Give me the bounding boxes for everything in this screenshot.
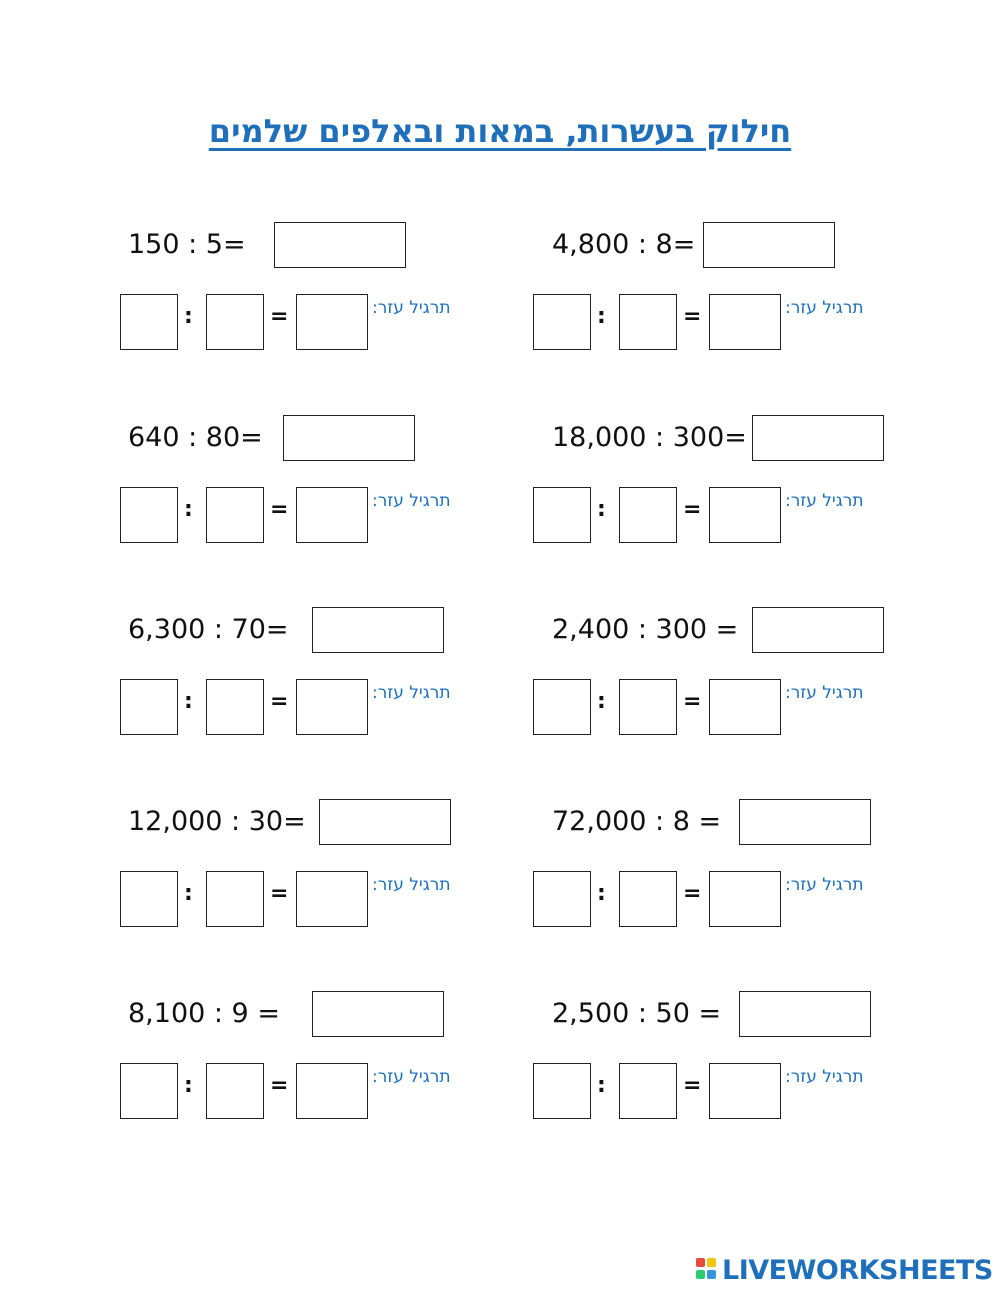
divide-sign: : xyxy=(597,1073,606,1098)
answer-box[interactable] xyxy=(312,991,444,1037)
helper-dividend-input[interactable] xyxy=(121,488,181,544)
exercise-block xyxy=(533,605,953,745)
helper-result-box[interactable] xyxy=(709,487,781,543)
helper-dividend-input[interactable] xyxy=(121,872,181,928)
equals-sign: = xyxy=(270,881,289,906)
helper-result-input[interactable] xyxy=(297,295,371,351)
exercise-block xyxy=(120,220,540,360)
answer-box[interactable] xyxy=(739,799,871,845)
equals-sign: = xyxy=(270,497,289,522)
answer-input[interactable] xyxy=(740,992,874,1038)
helper-dividend-input[interactable] xyxy=(121,1064,181,1120)
helper-divisor-input[interactable] xyxy=(207,680,267,736)
helper-divisor-input[interactable] xyxy=(620,1064,680,1120)
answer-input[interactable] xyxy=(313,992,447,1038)
helper-result-box[interactable] xyxy=(296,1063,368,1119)
divide-sign: : xyxy=(184,689,193,714)
divide-sign: : xyxy=(184,881,193,906)
answer-input[interactable] xyxy=(284,416,418,462)
exercise-expression: 12,000 : 30= xyxy=(128,806,306,837)
divide-sign: : xyxy=(184,304,193,329)
helper-label: תרגיל עזר: xyxy=(372,683,451,703)
helper-divisor-input[interactable] xyxy=(207,1064,267,1120)
answer-box[interactable] xyxy=(752,415,884,461)
answer-box[interactable] xyxy=(319,799,451,845)
helper-divisor-box[interactable] xyxy=(619,1063,677,1119)
helper-dividend-input[interactable] xyxy=(534,872,594,928)
equals-sign: = xyxy=(270,1073,289,1098)
helper-dividend-box[interactable] xyxy=(533,294,591,350)
helper-result-input[interactable] xyxy=(297,488,371,544)
helper-divisor-box[interactable] xyxy=(619,871,677,927)
helper-result-box[interactable] xyxy=(296,487,368,543)
helper-divisor-box[interactable] xyxy=(619,487,677,543)
exercise-block xyxy=(120,797,540,937)
helper-dividend-box[interactable] xyxy=(120,871,178,927)
worksheet-title: חילוק בעשרות, במאות ובאלפים שלמים xyxy=(208,112,792,150)
answer-input[interactable] xyxy=(704,223,838,269)
answer-box[interactable] xyxy=(739,991,871,1037)
helper-divisor-box[interactable] xyxy=(206,294,264,350)
answer-box[interactable] xyxy=(752,607,884,653)
helper-dividend-box[interactable] xyxy=(533,1063,591,1119)
helper-result-input[interactable] xyxy=(297,872,371,928)
exercise-expression: 18,000 : 300= xyxy=(552,422,747,453)
helper-result-input[interactable] xyxy=(710,1064,784,1120)
helper-dividend-box[interactable] xyxy=(120,487,178,543)
divide-sign: : xyxy=(597,881,606,906)
helper-dividend-input[interactable] xyxy=(121,295,181,351)
helper-label: תרגיל עזר: xyxy=(372,875,451,895)
answer-input[interactable] xyxy=(740,800,874,846)
helper-label: תרגיל עזר: xyxy=(785,875,864,895)
helper-divisor-input[interactable] xyxy=(620,295,680,351)
helper-divisor-input[interactable] xyxy=(207,295,267,351)
helper-result-box[interactable] xyxy=(709,871,781,927)
equals-sign: = xyxy=(270,689,289,714)
helper-dividend-box[interactable] xyxy=(533,679,591,735)
answer-box[interactable] xyxy=(703,222,835,268)
helper-dividend-input[interactable] xyxy=(534,1064,594,1120)
helper-result-box[interactable] xyxy=(296,871,368,927)
helper-result-input[interactable] xyxy=(297,1064,371,1120)
helper-label: תרגיל עזר: xyxy=(372,298,451,318)
answer-input[interactable] xyxy=(320,800,454,846)
equals-sign: = xyxy=(683,689,702,714)
equals-sign: = xyxy=(683,304,702,329)
helper-result-input[interactable] xyxy=(710,295,784,351)
helper-result-box[interactable] xyxy=(709,294,781,350)
answer-box[interactable] xyxy=(312,607,444,653)
exercise-block xyxy=(533,220,953,360)
exercise-expression: 2,500 : 50 = xyxy=(552,998,722,1029)
helper-dividend-box[interactable] xyxy=(533,871,591,927)
helper-divisor-box[interactable] xyxy=(619,679,677,735)
exercise-block xyxy=(120,605,540,745)
logo-text: LIVEWORKSHEETS xyxy=(722,1254,993,1286)
helper-divisor-input[interactable] xyxy=(620,680,680,736)
divide-sign: : xyxy=(184,497,193,522)
answer-input[interactable] xyxy=(275,223,409,269)
helper-dividend-input[interactable] xyxy=(121,680,181,736)
helper-divisor-input[interactable] xyxy=(207,872,267,928)
equals-sign: = xyxy=(683,497,702,522)
helper-dividend-input[interactable] xyxy=(534,295,594,351)
helper-dividend-input[interactable] xyxy=(534,680,594,736)
equals-sign: = xyxy=(270,304,289,329)
equals-sign: = xyxy=(683,1073,702,1098)
helper-result-box[interactable] xyxy=(709,1063,781,1119)
divide-sign: : xyxy=(597,304,606,329)
helper-divisor-input[interactable] xyxy=(620,488,680,544)
helper-divisor-box[interactable] xyxy=(206,487,264,543)
helper-dividend-input[interactable] xyxy=(534,488,594,544)
logo-blocks-icon xyxy=(696,1256,718,1284)
helper-dividend-box[interactable] xyxy=(120,1063,178,1119)
answer-input[interactable] xyxy=(313,608,447,654)
helper-result-box[interactable] xyxy=(296,679,368,735)
exercise-block xyxy=(533,797,953,937)
helper-dividend-box[interactable] xyxy=(533,487,591,543)
helper-divisor-box[interactable] xyxy=(619,294,677,350)
helper-result-box[interactable] xyxy=(709,679,781,735)
helper-divisor-input[interactable] xyxy=(620,872,680,928)
helper-label: תרגיל עזר: xyxy=(785,491,864,511)
divide-sign: : xyxy=(597,689,606,714)
equals-sign: = xyxy=(683,881,702,906)
exercise-block xyxy=(533,989,953,1129)
exercise-expression: 8,100 : 9 = xyxy=(128,998,280,1029)
exercise-expression: 150 : 5= xyxy=(128,229,246,260)
exercise-expression: 640 : 80= xyxy=(128,422,263,453)
exercise-expression: 6,300 : 70= xyxy=(128,614,289,645)
helper-result-input[interactable] xyxy=(710,488,784,544)
answer-input[interactable] xyxy=(753,416,887,462)
exercise-block xyxy=(120,413,540,553)
helper-result-input[interactable] xyxy=(297,680,371,736)
helper-dividend-box[interactable] xyxy=(120,294,178,350)
helper-label: תרגיל עזר: xyxy=(785,683,864,703)
helper-label: תרגיל עזר: xyxy=(785,298,864,318)
liveworksheets-logo xyxy=(696,1252,993,1288)
helper-divisor-input[interactable] xyxy=(207,488,267,544)
exercise-block xyxy=(533,413,953,553)
answer-input[interactable] xyxy=(753,608,887,654)
helper-label: תרגיל עזר: xyxy=(372,491,451,511)
helper-dividend-box[interactable] xyxy=(120,679,178,735)
exercise-expression: 4,800 : 8= xyxy=(552,229,696,260)
helper-label: תרגיל עזר: xyxy=(785,1067,864,1087)
answer-box[interactable] xyxy=(283,415,415,461)
answer-box[interactable] xyxy=(274,222,406,268)
helper-result-input[interactable] xyxy=(710,680,784,736)
exercise-expression: 72,000 : 8 = xyxy=(552,806,722,837)
helper-result-input[interactable] xyxy=(710,872,784,928)
helper-divisor-box[interactable] xyxy=(206,871,264,927)
divide-sign: : xyxy=(597,497,606,522)
helper-divisor-box[interactable] xyxy=(206,1063,264,1119)
exercise-expression: 2,400 : 300 = xyxy=(552,614,739,645)
exercise-block xyxy=(120,989,540,1129)
helper-divisor-box[interactable] xyxy=(206,679,264,735)
helper-result-box[interactable] xyxy=(296,294,368,350)
divide-sign: : xyxy=(184,1073,193,1098)
helper-label: תרגיל עזר: xyxy=(372,1067,451,1087)
